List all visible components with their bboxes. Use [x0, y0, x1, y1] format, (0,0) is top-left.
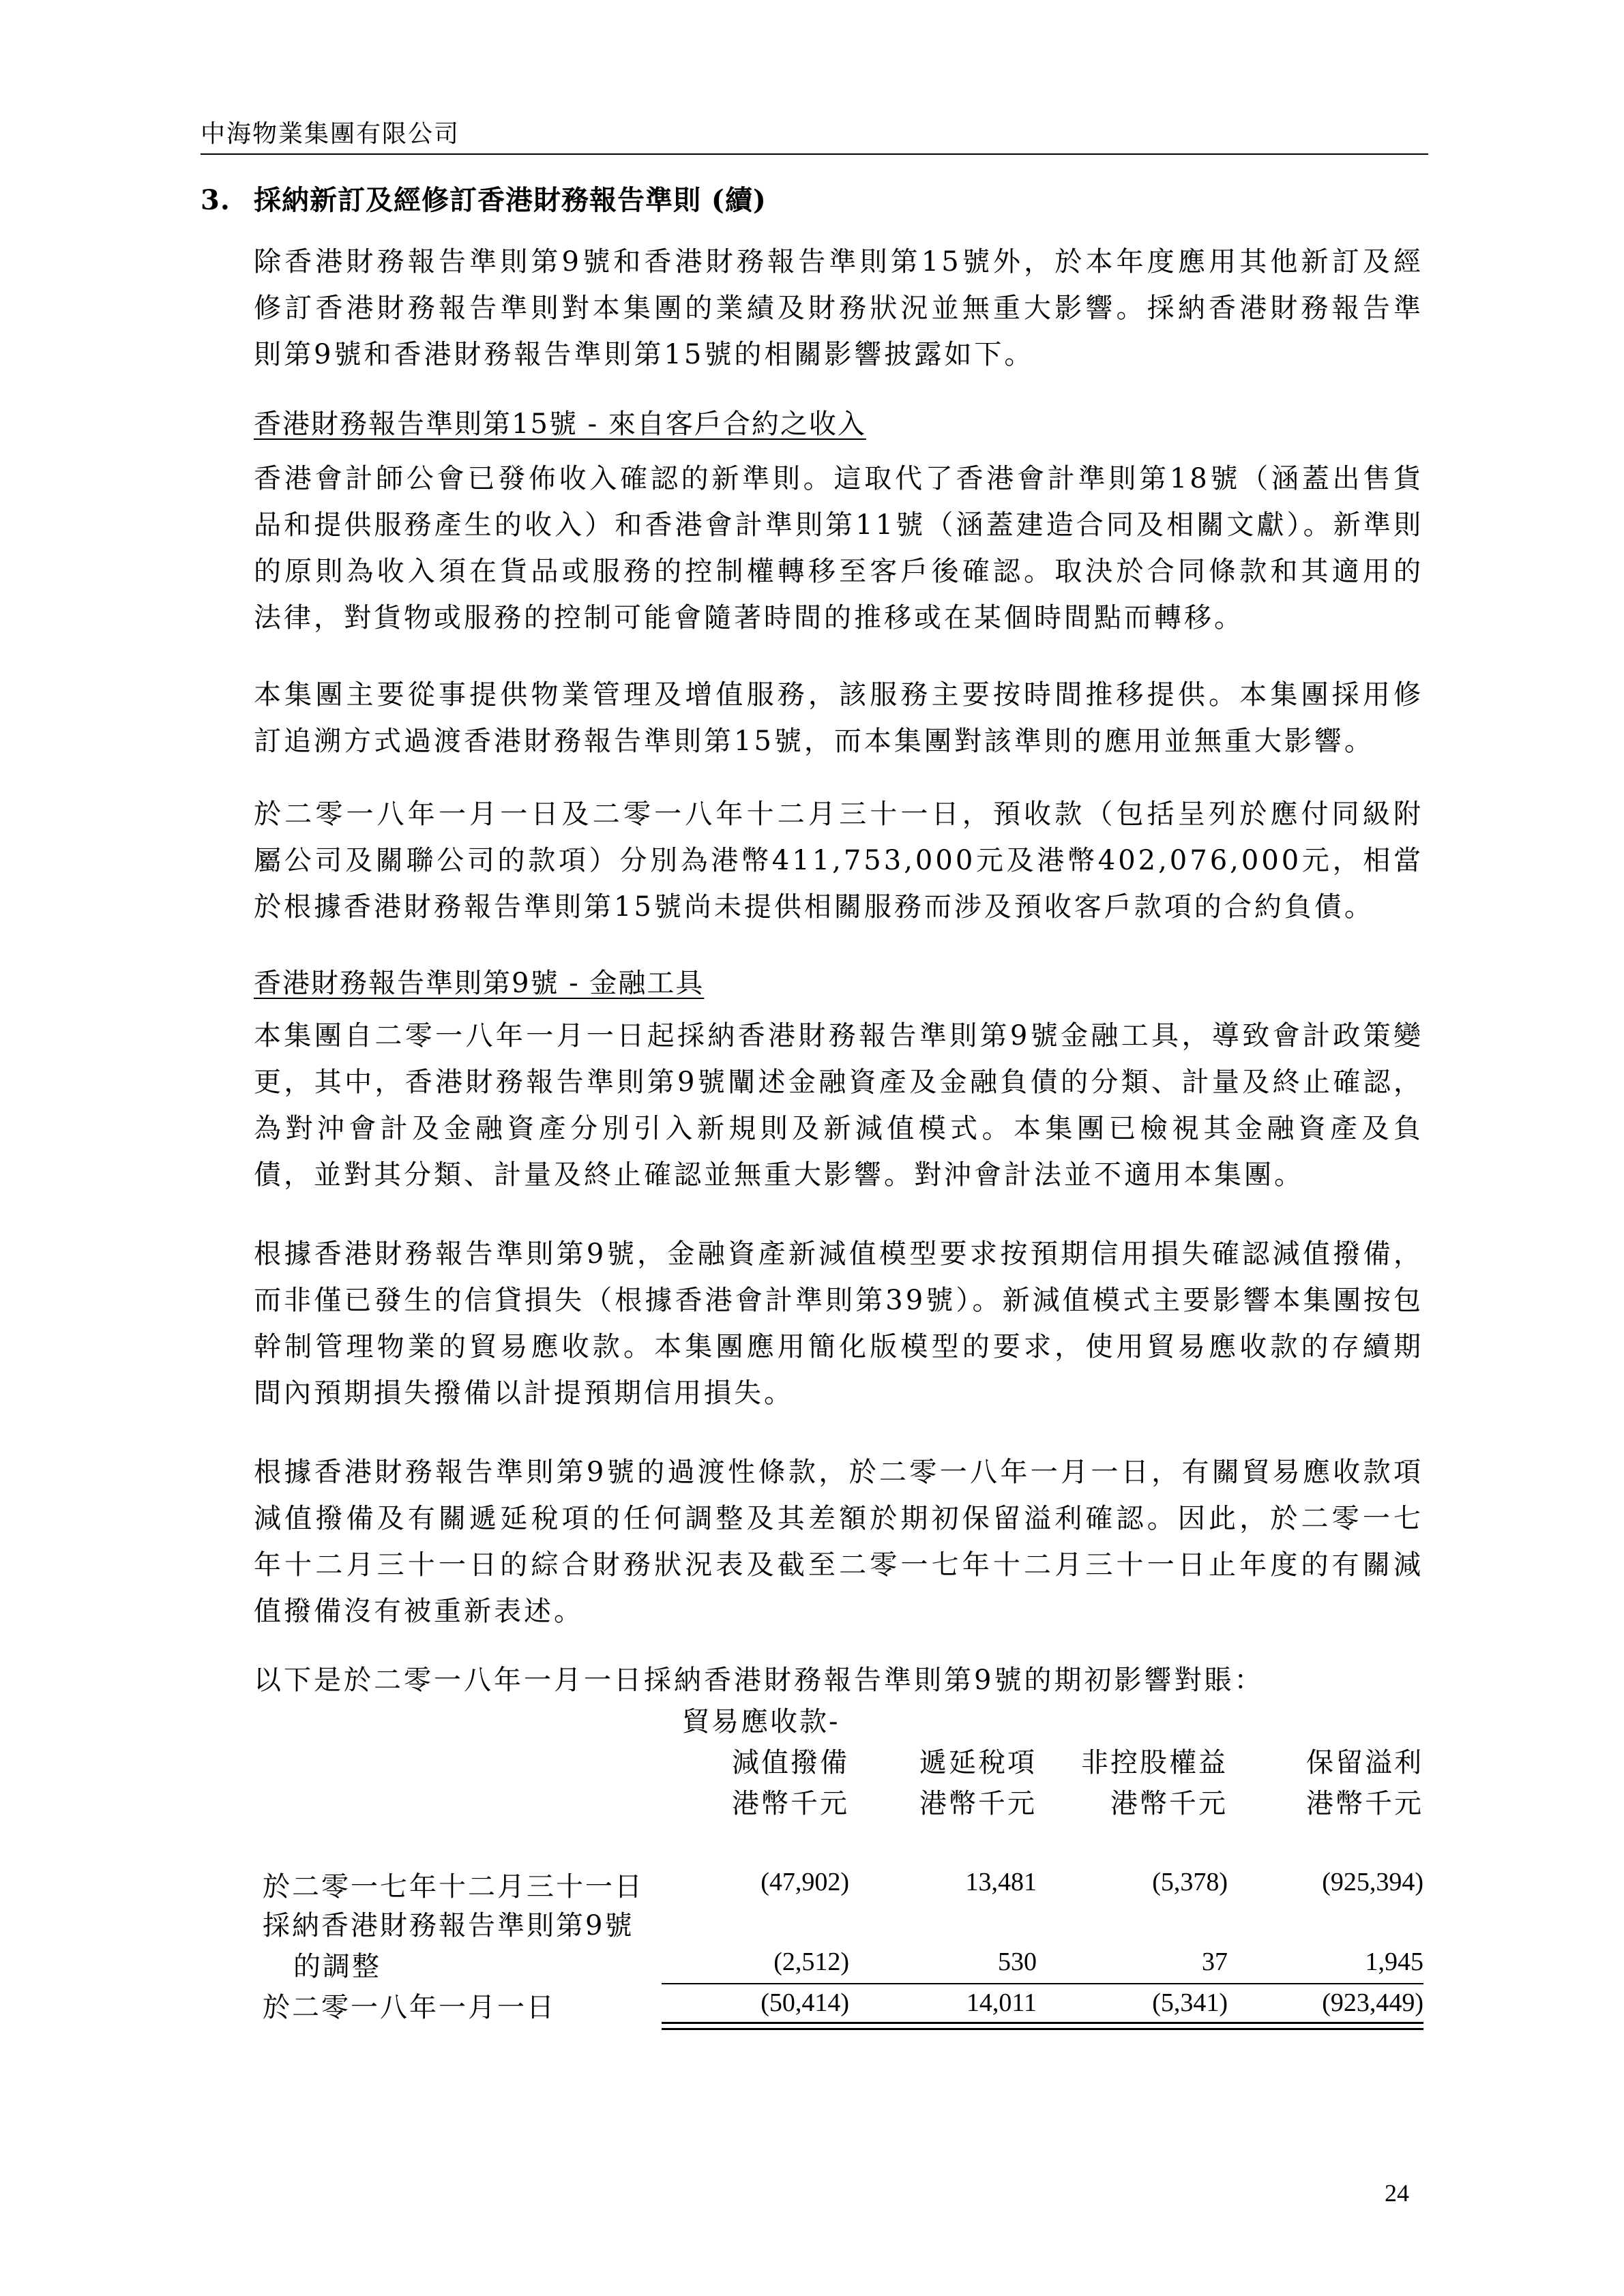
- row-label-adjustment: 採納香港財務報告準則第9號: [263, 1910, 634, 1941]
- col-header-deferred-tax: [894, 1742, 1037, 1824]
- hkfrs15-paragraph-1: 香港會計師公會已發佈收入確認的新準則。這取代了香港會計準則第18號（涵蓋出售貨品和提供服務產生的收入）和香港會計準則第11號（涵蓋建造合同及相關文獻）。新準則的原則為收入須在貨品或服務的控制權轉移至客戶後確認。取決於合同條款和其適用的法律，對貨物或服務的控制可能會隨著時間的推移或在某個時間點而轉移。: [254, 463, 1423, 633]
- table-cell: (5,378): [1152, 1868, 1228, 1896]
- col-header-unit: 港幣千元: [919, 1788, 1037, 1819]
- table-cell: (923,449): [1322, 1988, 1423, 2017]
- section-title-text: 採納新訂及經修訂香港財務報告準則 (續): [254, 184, 767, 216]
- table-cell: 14,011: [966, 1988, 1037, 2017]
- table-cell: (5,341): [1152, 1988, 1228, 2017]
- col-header-non-controlling: [1061, 1742, 1228, 1824]
- col-header-retained-profits: [1269, 1742, 1423, 1824]
- hkfrs15-paragraph-2: 本集團主要從事提供物業管理及增值服務，該服務主要按時間推移提供。本集團採用修訂追溯方式過渡香港財務報告準則第15號，而本集團對該準則的應用並無重大影響。: [254, 679, 1423, 757]
- row-label-2017: 於二零一七年十二月三十一日: [263, 1871, 644, 1903]
- row-label-adjustment-line2: 的調整: [293, 1951, 381, 1982]
- table-total-double-rule: [662, 2022, 1423, 2030]
- col-header-unit: 港幣千元: [732, 1788, 849, 1819]
- col-header-trade-receivables: [682, 1701, 849, 1824]
- col-header-line1: 貿易應收款-: [682, 1706, 840, 1738]
- table-cell: 1,945: [1365, 1948, 1423, 1976]
- col-header-line2: 減值撥備: [732, 1747, 849, 1778]
- hkfrs9-paragraph-3: 根據香港財務報告準則第9號的過渡性條款，於二零一八年一月一日，有關貿易應收款項減值撥備及有關遞延稅項的任何調整及其差額於期初保留溢利確認。因此，於二零一七年十二月三十一日的綜合財務狀況表及截至二零一七年十二月三十一日止年度的有關減值撥備沒有被重新表述。: [254, 1457, 1423, 1627]
- row-label-2018: 於二零一八年一月一日: [263, 1992, 556, 2023]
- page-number: 24: [1385, 2179, 1409, 2207]
- intro-paragraph: 除香港財務報告準則第9號和香港財務報告準則第15號外，於本年度應用其他新訂及經修訂香港財務報告準則對本集團的業績及財務狀況並無重大影響。採納香港財務報告準則第9號和香港財務報告準則第15號的相關影響披露如下。: [254, 246, 1423, 370]
- col-header-line2: 保留溢利: [1306, 1747, 1423, 1778]
- table-cell: 13,481: [965, 1868, 1037, 1896]
- hkfrs9-paragraph-2: 根據香港財務報告準則第9號，金融資產新減值模型要求按預期信用損失確認減值撥備，而非僅已發生的信貸損失（根據香港會計準則第39號）。新減值模式主要影響本集團按包幹制管理物業的貿易應收款。本集團應用簡化版模型的要求，使用貿易應收款的存續期間內預期損失撥備以計提預期信用損失。: [254, 1238, 1423, 1409]
- company-header: 中海物業集團有限公司: [201, 120, 460, 148]
- col-header-unit: 港幣千元: [1306, 1788, 1423, 1819]
- table-cell: (47,902): [761, 1868, 849, 1896]
- header-divider: [201, 153, 1428, 155]
- hkfrs15-heading: 香港財務報告準則第15號 - 來自客戶合約之收入: [254, 408, 866, 440]
- col-header-unit: 港幣千元: [1110, 1788, 1228, 1819]
- hkfrs9-heading: 香港財務報告準則第9號 - 金融工具: [254, 968, 705, 999]
- table-cell: (2,512): [773, 1948, 849, 1976]
- hkfrs9-paragraph-1: 本集團自二零一八年一月一日起採納香港財務報告準則第9號金融工具，導致會計政策變更，其中，香港財務報告準則第9號闡述金融資產及金融負債的分類、計量及終止確認，為對沖會計及金融資產分別引入新規則及新減值模式。本集團已檢視其金融資產及負債，並對其分類、計量及終止確認並無重大影響。對沖會計法並不適用本集團。: [254, 1020, 1423, 1191]
- table-cell: (50,414): [761, 1988, 849, 2017]
- table-intro: 以下是於二零一八年一月一日採納香港財務報告準則第9號的期初影響對賬：: [254, 1665, 1265, 1696]
- section-number: 3.: [201, 184, 231, 216]
- hkfrs15-paragraph-3: 於二零一八年一月一日及二零一八年十二月三十一日，預收款（包括呈列於應付同級附屬公司及關聯公司的款項）分別為港幣411,753,000元及港幣402,076,000元，相當於根據香港財務報告準則第15號尚未提供相關服務而涉及預收客戶款項的合約負債。: [254, 799, 1423, 923]
- section-title: [201, 179, 1428, 218]
- col-header-line2: 非控股權益: [1081, 1747, 1228, 1778]
- col-header-line2: 遞延稅項: [919, 1747, 1037, 1778]
- table-cell: 530: [998, 1948, 1037, 1976]
- table-subtotal-rule: [662, 1983, 1423, 1984]
- table-cell: (925,394): [1322, 1868, 1423, 1896]
- table-cell: 37: [1202, 1948, 1228, 1976]
